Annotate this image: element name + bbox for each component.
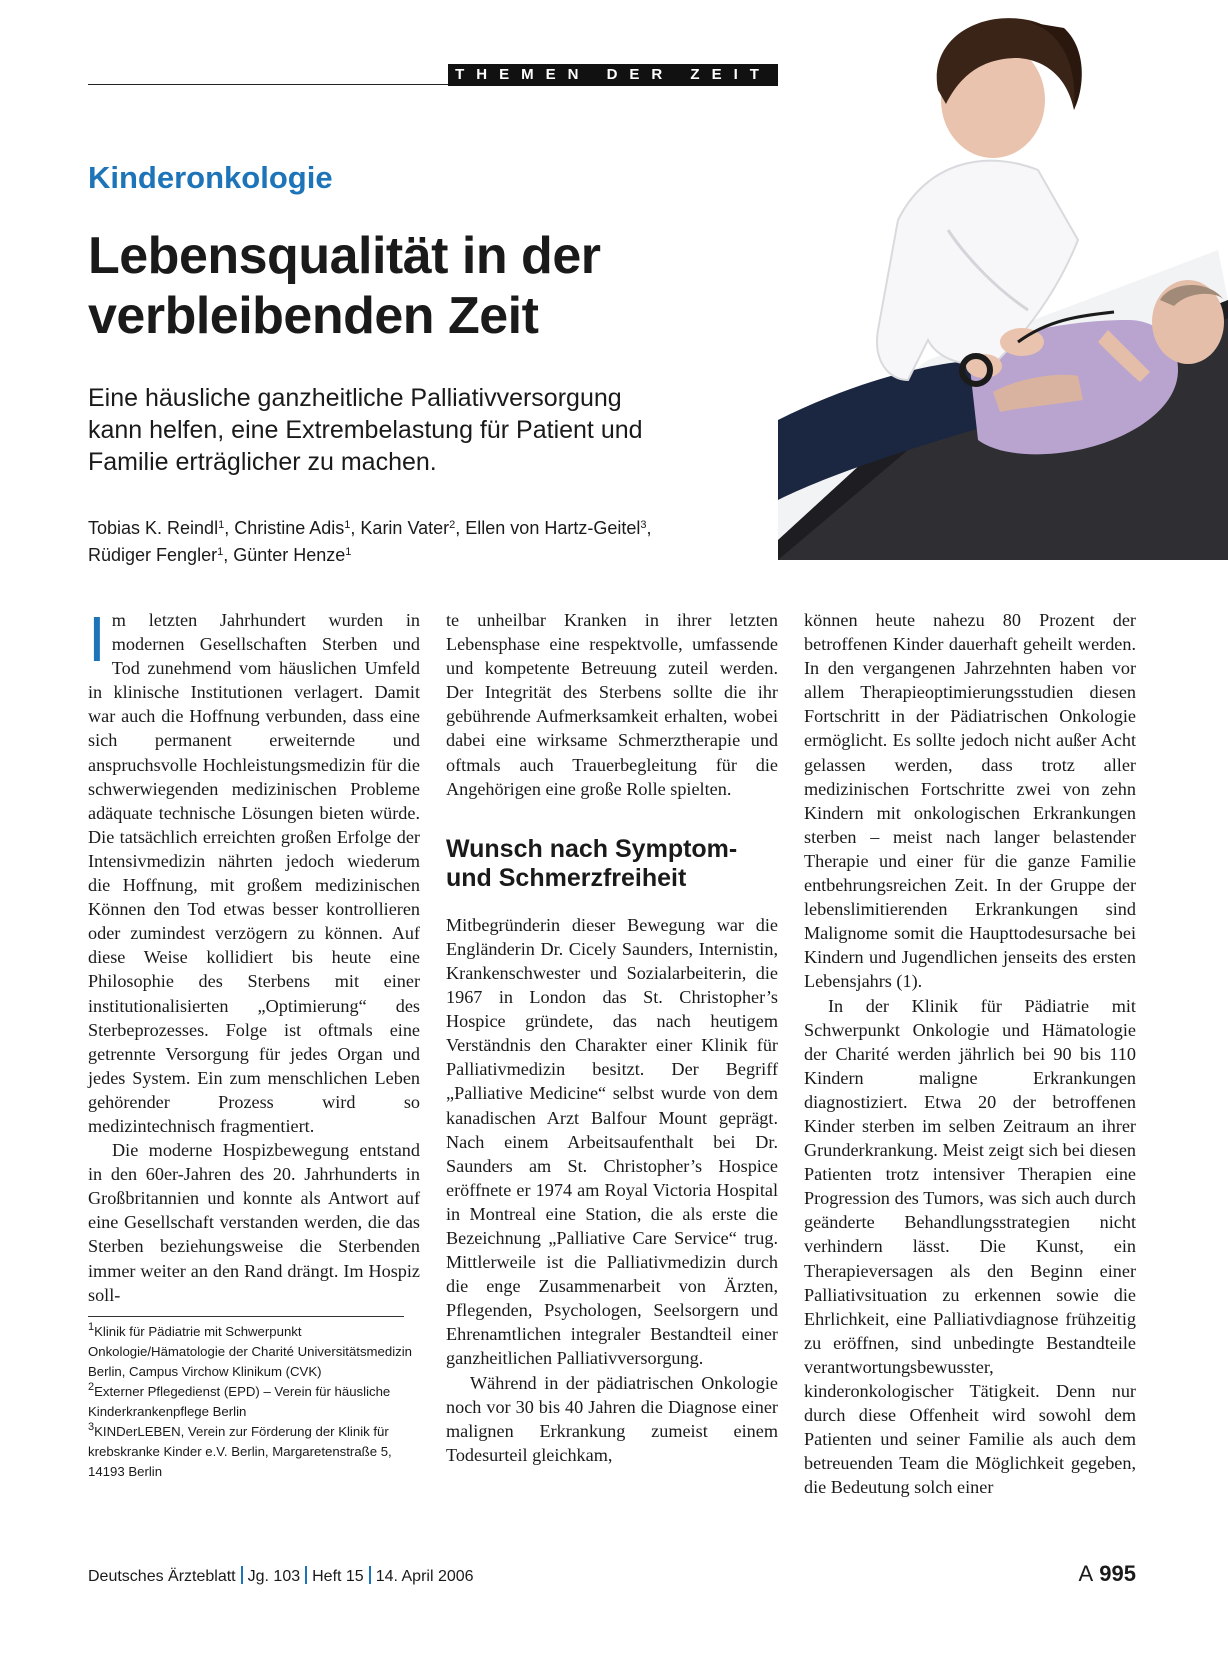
footnote-mark: 3 bbox=[88, 1421, 95, 1433]
rubric-rule bbox=[88, 84, 450, 85]
paragraph: Die moderne Hospizbewegung entstand in den 60er-Jahren des 20. Jahrhunderts in Großbritannien und konnte als Antwort auf eine Gesellschaft verstanden werden, die das Sterben beziehungsweise die Sterbenden immer weiter an den Rand drängt. Im Hospiz soll- bbox=[88, 1140, 420, 1305]
title-line: verbleibenden Zeit bbox=[88, 287, 539, 345]
text-column-2 bbox=[446, 608, 778, 1467]
journal-footer bbox=[88, 1566, 474, 1586]
lead-line: kann helfen, eine Extrembelastung für Patient und bbox=[88, 416, 643, 444]
page-number bbox=[1078, 1561, 1136, 1587]
journal-volume: Jg. 103 bbox=[247, 1568, 301, 1585]
footnote-text: Externer Pflegedienst (EPD) – Verein für häusliche Kinderkrankenpflege Berlin bbox=[88, 1384, 391, 1419]
journal-name: Deutsches Ärzteblatt bbox=[88, 1568, 236, 1585]
drop-cap: I bbox=[88, 603, 106, 675]
author-list: Tobias K. Reindl$^1$, Christine Adis$^1$, Karin Vater$^2$, Ellen von Hartz-Geitel$^3$, Rüdiger Fengler$^1$, Günter Henze$^1$ bbox=[88, 518, 652, 565]
author-name: Rüdiger Fengler bbox=[88, 545, 218, 565]
paragraph: Während in der pädiatrischen Onkologie noch vor 30 bis 40 Jahren die Diagnose einer malignen Erkrankung zumeist einem Todesurteil gleichkam, bbox=[446, 1372, 778, 1465]
author-name: Karin Vater bbox=[360, 518, 450, 538]
title-line: Lebensqualität in der bbox=[88, 227, 601, 285]
footnote bbox=[88, 1382, 418, 1422]
footer-separator bbox=[305, 1566, 307, 1584]
lead-line: Familie erträglicher zu machen. bbox=[88, 448, 437, 476]
author-affiliation-mark: 1 bbox=[345, 546, 352, 558]
paragraph: können heute nahezu 80 Prozent der betroffenen Kinder dauerhaft geheilt werden. In den vergangenen Jahrzehnten haben vor allem Therapieoptimierungsstudien diesen Fortschritt in der Pädiatrischen Onkologie ermöglicht. Es sollte jedoch nicht außer Acht gelassen werden, dass trotz aller medizinischen Fortschritte zwei von zehn Kindern mit onkologischen Erkrankungen sterben – meist nach langer belastender Therapie und einer für die ganze Familie entbehrungsreichen Zeit. In der Gruppe der lebenslimitierenden Erkrankungen sind Malignome somit die Haupttodesursache bei Kindern und Jugendlichen jenseits des ersten Lebensjahrs (1). bbox=[804, 610, 1136, 992]
author-name: Tobias K. Reindl bbox=[88, 518, 219, 538]
footnote-mark: 1 bbox=[88, 1321, 95, 1333]
page-number-value: 995 bbox=[1099, 1561, 1136, 1586]
page-prefix: A bbox=[1078, 1561, 1094, 1586]
text-column-1 bbox=[88, 603, 420, 1307]
section-rubric: THEMEN DER ZEIT bbox=[448, 64, 778, 86]
article-lead bbox=[88, 382, 768, 478]
paragraph: Mitbegründerin dieser Bewegung war die Engländerin Dr. Cicely Saunders, Internistin, Krankenschwester und Sozialarbeiterin, die 1967 in London das St. Christopher’s Hospice gründete, das nach heutigem Verständnis den Charakter einer Klinik für Palliativmedizin besitzt. Der Begriff „Palliative Medicine“ selbst wurde von dem kanadischen Arzt Balfour Mount geprägt. Nach einem Arbeitsaufenthalt bei Dr. Saunders am St. Christopher’s Hospice eröffnete er 1974 am Royal Victoria Hospital in Montreal eine Station, die als erste die Bezeichnung „Palliative Care Service“ trug. Mittlerweile ist die Palliativmedizin durch die enge Zusammenarbeit von Ärzten, Pflegenden, Psychologen, Seelsorgern und Ehrenamtlichen integraler Bestandteil einer ganzheitlichen Palliativversorgung. bbox=[446, 914, 778, 1369]
paragraph-text: m letzten Jahrhundert wurden in modernen Gesellschaften Sterben und Tod zunehmend vom häuslichen Umfeld in klinische Institutionen verlagert. Damit war auch die Hoffnung verbunden, dass eine sich permanent erweiternde und anspruchsvolle Hochleistungsmedizin für die schwerwiegenden medizinischen Probleme adäquate technische Lösungen bieten würde. Die tatsächlich erreichten großen Erfolge der Intensivmedizin nährten jedoch wiederum die Hoffnung, mit großem medizinischen Können den Tod etwas besser kontrollieren oder zumindest verzögern zu können. Auf diese Weise kollidiert bis heute eine Philosophie des Sterbens mit einer institutionalisierten „Optimierung“ des Sterbeprozesses. Folge ist oftmals eine getrennte Versorgung für jedes Organ und jedes System. Ein zum menschlichen Leben gehörender Prozess wird so medizintechnisch fragmentiert. bbox=[88, 610, 420, 1136]
footnote-rule bbox=[88, 1316, 404, 1317]
footnotes bbox=[88, 1322, 418, 1482]
footnote-text: Klinik für Pädiatrie mit Schwerpunkt Onkologie/Hämatologie der Charité Universitätsmedizin Berlin, Campus Virchow Klinikum (CVK) bbox=[88, 1324, 412, 1379]
author-name: Ellen von Hartz-Geitel bbox=[465, 518, 641, 538]
paragraph: In der Klinik für Pädiatrie mit Schwerpunkt Onkologie und Hämatologie der Charité werden jährlich bei 90 bis 110 Kindern maligne Erkrankungen diagnostiziert. Etwa 20 der betroffenen Kinder sterben im selben Zeitraum an ihrer Grunderkrankung. Meist zeigt sich bei diesen Patienten trotz intensiver Therapien eine Progression des Tumors, was sich auch durch geänderte Behandlungsstrategien nicht verhindern lässt. Die Kunst, ein Therapieversagen als den Beginn einer Palliativsituation zu erkennen sowie die Ehrlichkeit, eine Palliativdiagnose frühzeitig zu eröffnen, sind unbedingte Bestandteile verantwortungsbewusster, kinderonkologischer Tätigkeit. Denn nur durch diese Offenheit wird sowohl dem Patienten und seiner Familie als auch dem betreuenden Team die Möglichkeit gegeben, die Bedeutung solch einer bbox=[804, 995, 1136, 1498]
journal-date: 14. April 2006 bbox=[375, 1568, 474, 1585]
article-title bbox=[88, 226, 748, 346]
author-affiliation-mark: 1 bbox=[344, 519, 351, 531]
paragraph bbox=[88, 603, 420, 1138]
section-subheading bbox=[446, 835, 778, 893]
author-affiliation-mark: 3 bbox=[640, 519, 647, 531]
footnote bbox=[88, 1322, 418, 1382]
article-kicker: Kinderonkologie bbox=[88, 160, 333, 195]
author-affiliation-mark: 1 bbox=[217, 546, 224, 558]
article-photo bbox=[778, 0, 1228, 560]
footer-separator bbox=[369, 1566, 371, 1584]
subheading-line: und Schmerzfreiheit bbox=[446, 863, 687, 892]
journal-issue: Heft 15 bbox=[312, 1568, 364, 1585]
subheading-line: Wunsch nach Symptom- bbox=[446, 834, 738, 863]
footer-separator bbox=[241, 1566, 243, 1584]
footnote-text: KINDerLEBEN, Verein zur Förderung der Klinik für krebskranke Kinder e.V. Berlin, Margaretenstraße 5, 14193 Berlin bbox=[88, 1424, 392, 1479]
author-affiliation-mark: 2 bbox=[449, 519, 456, 531]
text-column-3 bbox=[804, 608, 1136, 1499]
footnote bbox=[88, 1422, 418, 1482]
footnote-mark: 2 bbox=[88, 1381, 95, 1393]
author-affiliation-mark: 1 bbox=[218, 519, 225, 531]
author-name: Christine Adis bbox=[234, 518, 345, 538]
author-name: Günter Henze bbox=[233, 545, 346, 565]
paragraph: te unheilbar Kranken in ihrer letzten Lebensphase eine respektvolle, umfassende und kompetente Betreuung zuteil werden. Der Integrität des Sterbens sollte die ihr gebührende Aufmerksamkeit erhalten, wobei dabei eine wirksame Schmerztherapie und oftmals auch Trauerbegleitung für die Angehörigen eine große Rolle spielten. bbox=[446, 610, 778, 799]
lead-line: Eine häusliche ganzheitliche Palliativversorgung bbox=[88, 384, 622, 412]
